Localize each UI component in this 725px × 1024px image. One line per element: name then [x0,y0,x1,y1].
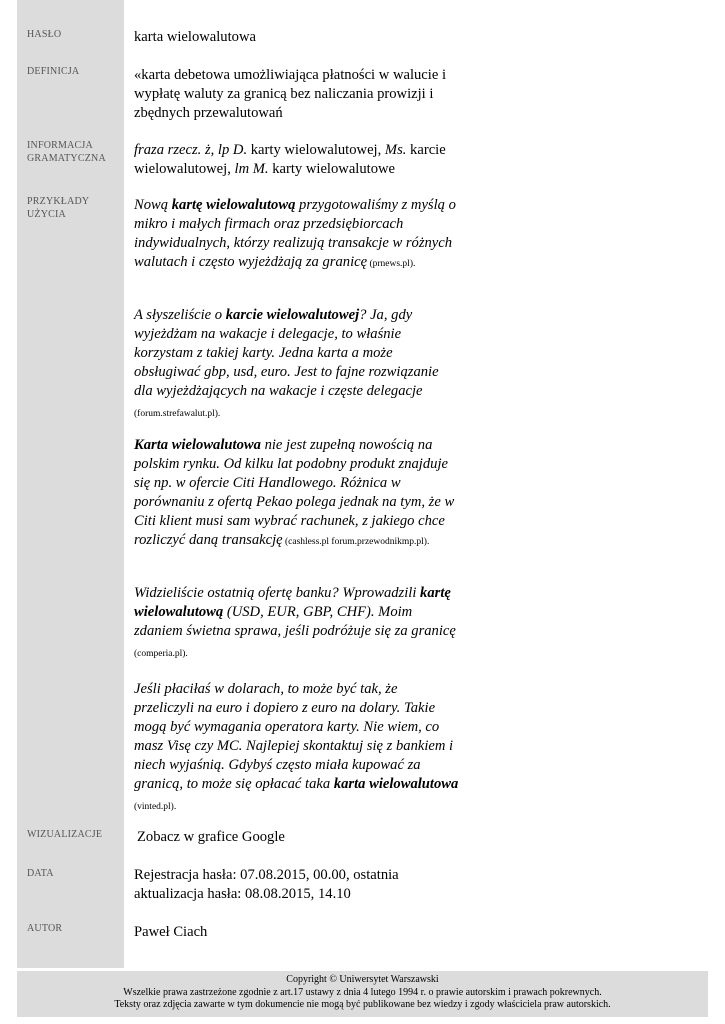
grammar-part-2: karty wielowalutowej, [247,142,385,158]
example-headword: karta wielowalutowa [333,776,459,792]
grammar-part-3: Ms. [384,142,407,158]
example-text: ? Ja, gdy wyjeżdżam na wakacje i delegacje, to właśnie korzystam z takiej karty. Jedna karta a może obsługiwać gbp, usd, euro. Jest to fajne rozwiązanie dla wyjeżdżających na wakacje i częste delegacje [134,307,439,399]
example-text: przygotowaliśmy z myślą o mikro i małych firmach oraz przedsiębiorcach indywidualnych, którzy realizują transakcje w różnych walutach i często wyjeżdżają za granicę [134,197,456,270]
example-headword: kartę wielowalutową [171,197,296,213]
example-source: (prnews.pl). [367,259,416,269]
example-text: (USD, EUR, GBP, CHF). Moim zdaniem świetna sprawa, jeśli podróżuje się za granicę [134,604,456,639]
example-source: (forum.strefawalut.pl). [134,409,221,419]
grammar-part-4: karcie wielowalutowej, [134,142,446,177]
example-text: Nową [134,197,172,213]
example-headword: kartę wielowalutową [134,585,451,620]
label-przyklady-uzycia: PRZYKŁADY UŻYCIA [27,196,89,220]
grammar-part-6: karty wielowalutowe [268,161,396,177]
footer-publication-notice: Teksty oraz zdjęcia zawarte w tym dokumencie nie mogą być publikowane bez wiedzy i zgody właściciela praw autorskich. [114,999,611,1010]
example-source: (comperia.pl). [134,649,188,659]
label-haslo: HASŁO [27,29,62,40]
example-source: (vinted.pl). [134,802,177,812]
label-wizualizacje: WIZUALIZACJE [27,829,103,840]
usage-example [134,436,464,552]
entry-headword: karta wielowalutowa [134,29,256,45]
entry-dates: Rejestracja hasła: 07.08.2015, 00.00, ostatnia aktualizacja hasła: 08.08.2015, 14.10 [134,867,399,902]
example-headword: Karta wielowalutowa [134,437,261,453]
example-text: A słyszeliście o [134,307,226,323]
grammatical-info [134,141,454,179]
grammar-part-5: lm M. [234,161,269,177]
usage-example [134,306,459,424]
footer-copyright: Copyright © Uniwersytet Warszawski [286,974,439,985]
label-autor: AUTOR [27,923,63,934]
entry-author: Paweł Ciach [134,924,208,940]
example-source: (cashless.pl forum.przewodnikmp.pl). [282,537,430,547]
usage-example [134,584,459,664]
label-definicja: DEFINICJA [27,66,80,77]
footer [17,971,708,1017]
example-text: Widzieliście ostatnią ofertę banku? Wprowadzili [134,585,421,601]
example-text: nie jest zupełną nowością na polskim rynku. Od kilku lat podobny produkt znajduje się np. w ofercie Citi Handlowego. Różnica w porównaniu z ofertą Pekao polega jednak na tym, że w Citi klient musi sam wybrać rachunek, z jakiego chce rozliczyć daną transakcję [134,437,455,548]
usage-example [134,196,459,274]
label-data: DATA [27,868,54,879]
example-text: Jeśli płaciłaś w dolarach, to może być tak, że przeliczyli na euro i dopiero z euro na dolary. Takie mogą być wymagania operatora karty. Nie wiem, co masz Visę czy MC. Najlepiej skontaktuj się z bankiem i niech wyjaśnią. Gdybyś często miała kupować za granicą, to może się opłacać taka [134,681,454,792]
example-headword: karcie wielowalutowej [225,307,360,323]
google-images-link[interactable]: Zobacz w grafice Google [137,829,285,845]
entry-definition: «karta debetowa umożliwiająca płatności w walucie i wypłatę waluty za granicą bez naliczania prowizji i zbędnych przewalutowań [134,67,447,121]
label-informacja-gramatyczna: INFORMACJA GRAMATYCZNA [27,140,106,164]
usage-example [134,680,459,817]
grammar-part-1: fraza rzecz. ż, lp D. [134,142,248,158]
footer-rights: Wszelkie prawa zastrzeżone zgodnie z art.17 ustawy z dnia 4 lutego 1994 r. o prawie autorskim i prawach pokrewnych. [123,986,602,998]
